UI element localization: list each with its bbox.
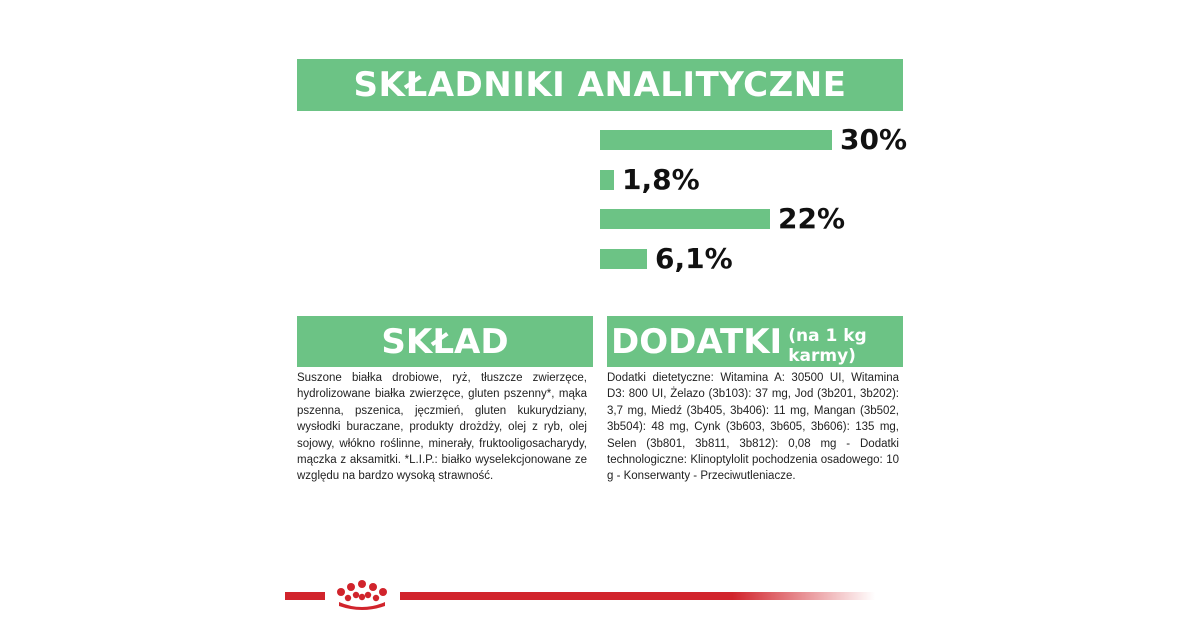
analytic-header <box>297 59 903 111</box>
analytic-row-bar <box>600 249 647 269</box>
analytic-row-bar <box>600 130 832 150</box>
analytic-row-value: 22% <box>778 202 846 235</box>
dodatki-subtitle: (na 1 kg karmy) <box>788 325 867 366</box>
analytic-row-value: 1,8% <box>622 163 700 196</box>
brand-band-right <box>400 592 875 600</box>
analytic-row-value: 6,1% <box>655 242 733 275</box>
sklad-header <box>297 316 593 367</box>
crown-icon <box>327 578 397 612</box>
brand-band <box>285 590 875 604</box>
analytic-title: SKŁADNIKI ANALITYCZNE <box>353 65 847 105</box>
analytic-row-bar <box>600 209 770 229</box>
brand-band-left <box>285 592 325 600</box>
analytic-row-bar <box>600 170 614 190</box>
dodatki-title: DODATKI <box>611 321 783 362</box>
sklad-text: Suszone białka drobiowe, ryż, tłuszcze zwierzęce, hydrolizowane białka zwierzęce, gluten pszenny*, mąka pszenna, pszenica, jęczmień, gluten kukurydziany, wysłodki buraczane, produkty drożdży, olej z ryb, olej sojowy, włókno roślinne, minerały, fruktooligosacharydy, mączka z aksamitki. *L.I.P.: białko wyselekcjonowane ze względu na bardzo wysoką strawność. <box>297 372 587 483</box>
dodatki-text: Dodatki dietetyczne: Witamina A: 30500 UI, Witamina D3: 800 UI, Żelazo (3b103): 37 mg, Jod (3b201, 3b202): 3,7 mg, Miedź (3b405, 3b406): 11 mg, Mangan (3b502, 3b504): 48 mg, Cynk (3b603, 3b605, 3b606): 135 mg, Selen (3b801, 3b811, 3b812): 0,08 mg - Dodatki technologiczne: Klinoptylolit pochodzenia osadowego: 10 g - Konserwanty - Przeciwutleniacze. <box>607 372 899 483</box>
analytic-row-value: 30% <box>840 123 908 156</box>
sklad-title: SKŁAD <box>381 321 509 362</box>
dodatki-header <box>607 316 903 367</box>
